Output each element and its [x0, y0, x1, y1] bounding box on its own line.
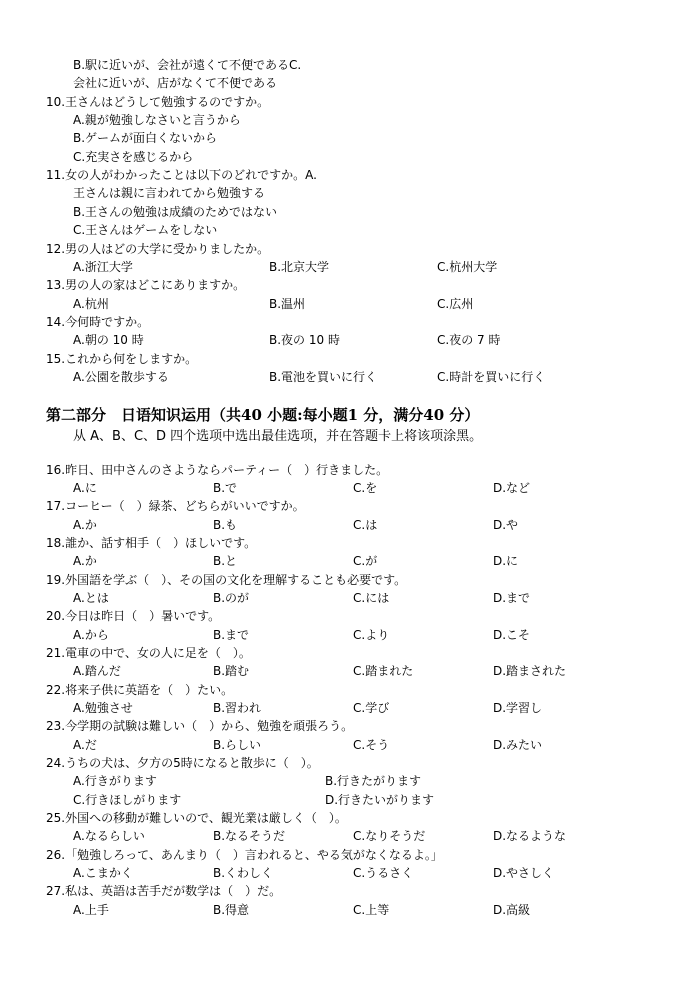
option-c: C.夜の 7 時 [437, 333, 501, 347]
question-11-option-b: B.王さんの勉強は成績のためではない [73, 205, 278, 219]
option-d: D.こそ [493, 628, 531, 642]
option-b: B.くわしく [213, 866, 274, 880]
option-b: B.電池を買いに行く [269, 370, 378, 384]
option-c: C.が [353, 554, 378, 568]
option-b: B.温州 [269, 297, 306, 311]
option-d: D.やさしく [493, 866, 555, 880]
option-d: D.など [493, 481, 531, 495]
option-c: C.は [353, 518, 378, 532]
question-14: 14.今何時ですか。 [46, 315, 150, 329]
option-c: C.には [353, 591, 390, 605]
option-c: C.うるさく [353, 866, 414, 880]
option-d: D.学習し [493, 701, 543, 715]
option-d: D.なるような [493, 829, 567, 843]
option-d: D.に [493, 554, 519, 568]
option-a: A.から [73, 628, 109, 642]
option-a: A.に [73, 481, 97, 495]
question-24: 24.うちの犬は、夕方の5時になると散歩に（ ）。 [46, 756, 319, 770]
option-c: C.行きほしがります [73, 793, 182, 807]
option-a: A.か [73, 518, 97, 532]
question-25: 25.外国への移動が難しいので、観光業は厳しく（ ）。 [46, 811, 347, 825]
option-b: B.得意 [213, 903, 250, 917]
option-c: C.そう [353, 738, 390, 752]
option-c: C.踏まれた [353, 664, 414, 678]
option-a: A.踏んだ [73, 664, 121, 678]
option-a: A.か [73, 554, 97, 568]
question-11-option-c: C.王さんはゲームをしない [73, 223, 218, 237]
option-d: D.踏まされた [493, 664, 567, 678]
option-b: B.まで [213, 628, 250, 642]
option-a: A.浙江大学 [73, 260, 133, 274]
question-23: 23.今学期の試験は難しい（ ）から、勉強を頑張ろう。 [46, 719, 354, 733]
option-b: B.も [213, 518, 238, 532]
option-b: B.なるそうだ [213, 829, 286, 843]
option-a: A.こまかく [73, 866, 133, 880]
option-d: D.高級 [493, 903, 531, 917]
option-a: A.上手 [73, 903, 109, 917]
option-b: B.のが [213, 591, 250, 605]
question-10: 10.王さんはどうして勉強するのですか。 [46, 95, 270, 109]
option-c: C.上等 [353, 903, 390, 917]
option-b: B.らしい [213, 738, 262, 752]
question-13: 13.男の人の家はどこにありますか。 [46, 278, 246, 292]
option-a: A.とは [73, 591, 109, 605]
question-19: 19.外国語を学ぶ（ ）、その国の文化を理解することも必要です。 [46, 573, 407, 587]
question-11: 11.女の人がわかったことは以下のどれですか。A. [46, 168, 317, 182]
question-20: 20.今日は昨日（ ）暑いです。 [46, 609, 221, 623]
question-10-option-c: C.充実さを感じるから [73, 150, 194, 164]
question-10-option-a: A.親が勉強しなさいと言うから [73, 113, 241, 127]
question-17: 17.コーヒー（ ）緑茶、どちらがいいですか。 [46, 499, 305, 513]
option-d: D.みたい [493, 738, 543, 752]
question-10-option-b: B.ゲームが面白くないから [73, 131, 218, 145]
option-c: C.杭州大学 [437, 260, 498, 274]
option-a: A.公園を散歩する [73, 370, 169, 384]
option-b: B.夜の 10 時 [269, 333, 340, 347]
option-c: C.より [353, 628, 390, 642]
question-9-option-b: B.駅に近いが、会社が遠くて不便であるC. [73, 58, 302, 72]
question-9-option-c: 会社に近いが、店がなくて不便である [73, 76, 278, 90]
option-b: B.行きたがります [325, 774, 422, 788]
option-c: C.なりそうだ [353, 829, 426, 843]
option-b: B.と [213, 554, 238, 568]
question-16: 16.昨日、田中さんのさようならパーティー（ ）行きました。 [46, 463, 389, 477]
option-d: D.まで [493, 591, 531, 605]
question-21: 21.電車の中で、女の人に足を（ ）。 [46, 646, 251, 660]
option-a: A.勉強させ [73, 701, 133, 715]
option-b: B.踏む [213, 664, 250, 678]
option-b: B.北京大学 [269, 260, 330, 274]
option-d: D.や [493, 518, 519, 532]
question-12: 12.男の人はどの大学に受かりましたか。 [46, 242, 270, 256]
question-15: 15.これから何をしますか。 [46, 352, 198, 366]
option-b: B.習われ [213, 701, 262, 715]
question-11-option-a: 王さんは親に言われてから勉強する [73, 186, 266, 200]
option-a: A.行きがります [73, 774, 157, 788]
question-22: 22.将来子供に英語を（ ）たい。 [46, 683, 234, 697]
question-18: 18.誰か、話す相手（ ）ほしいです。 [46, 536, 257, 550]
option-c: C.を [353, 481, 378, 495]
section-title: 第二部分 日语知识运用（共40 小题:每小题1 分，满分40 分） [46, 406, 480, 424]
option-b: B.で [213, 481, 238, 495]
option-a: A.なるらしい [73, 829, 145, 843]
question-26: 26.「勉強しろって、あんまり（ ）言われると、やる気がなくなるよ。」 [46, 848, 443, 862]
option-a: A.だ [73, 738, 97, 752]
option-c: C.学び [353, 701, 390, 715]
question-27: 27.私は、英語は苦手だが数学は（ ）だ。 [46, 884, 282, 898]
option-c: C.時計を買いに行く [437, 370, 546, 384]
option-a: A.杭州 [73, 297, 109, 311]
option-d: D.行きたいがります [325, 793, 435, 807]
option-c: C.広州 [437, 297, 474, 311]
section-instruction: 从 A、B、C、D 四个选项中选出最佳选项，并在答题卡上将该项涂黑。 [73, 429, 483, 444]
option-a: A.朝の 10 時 [73, 333, 144, 347]
